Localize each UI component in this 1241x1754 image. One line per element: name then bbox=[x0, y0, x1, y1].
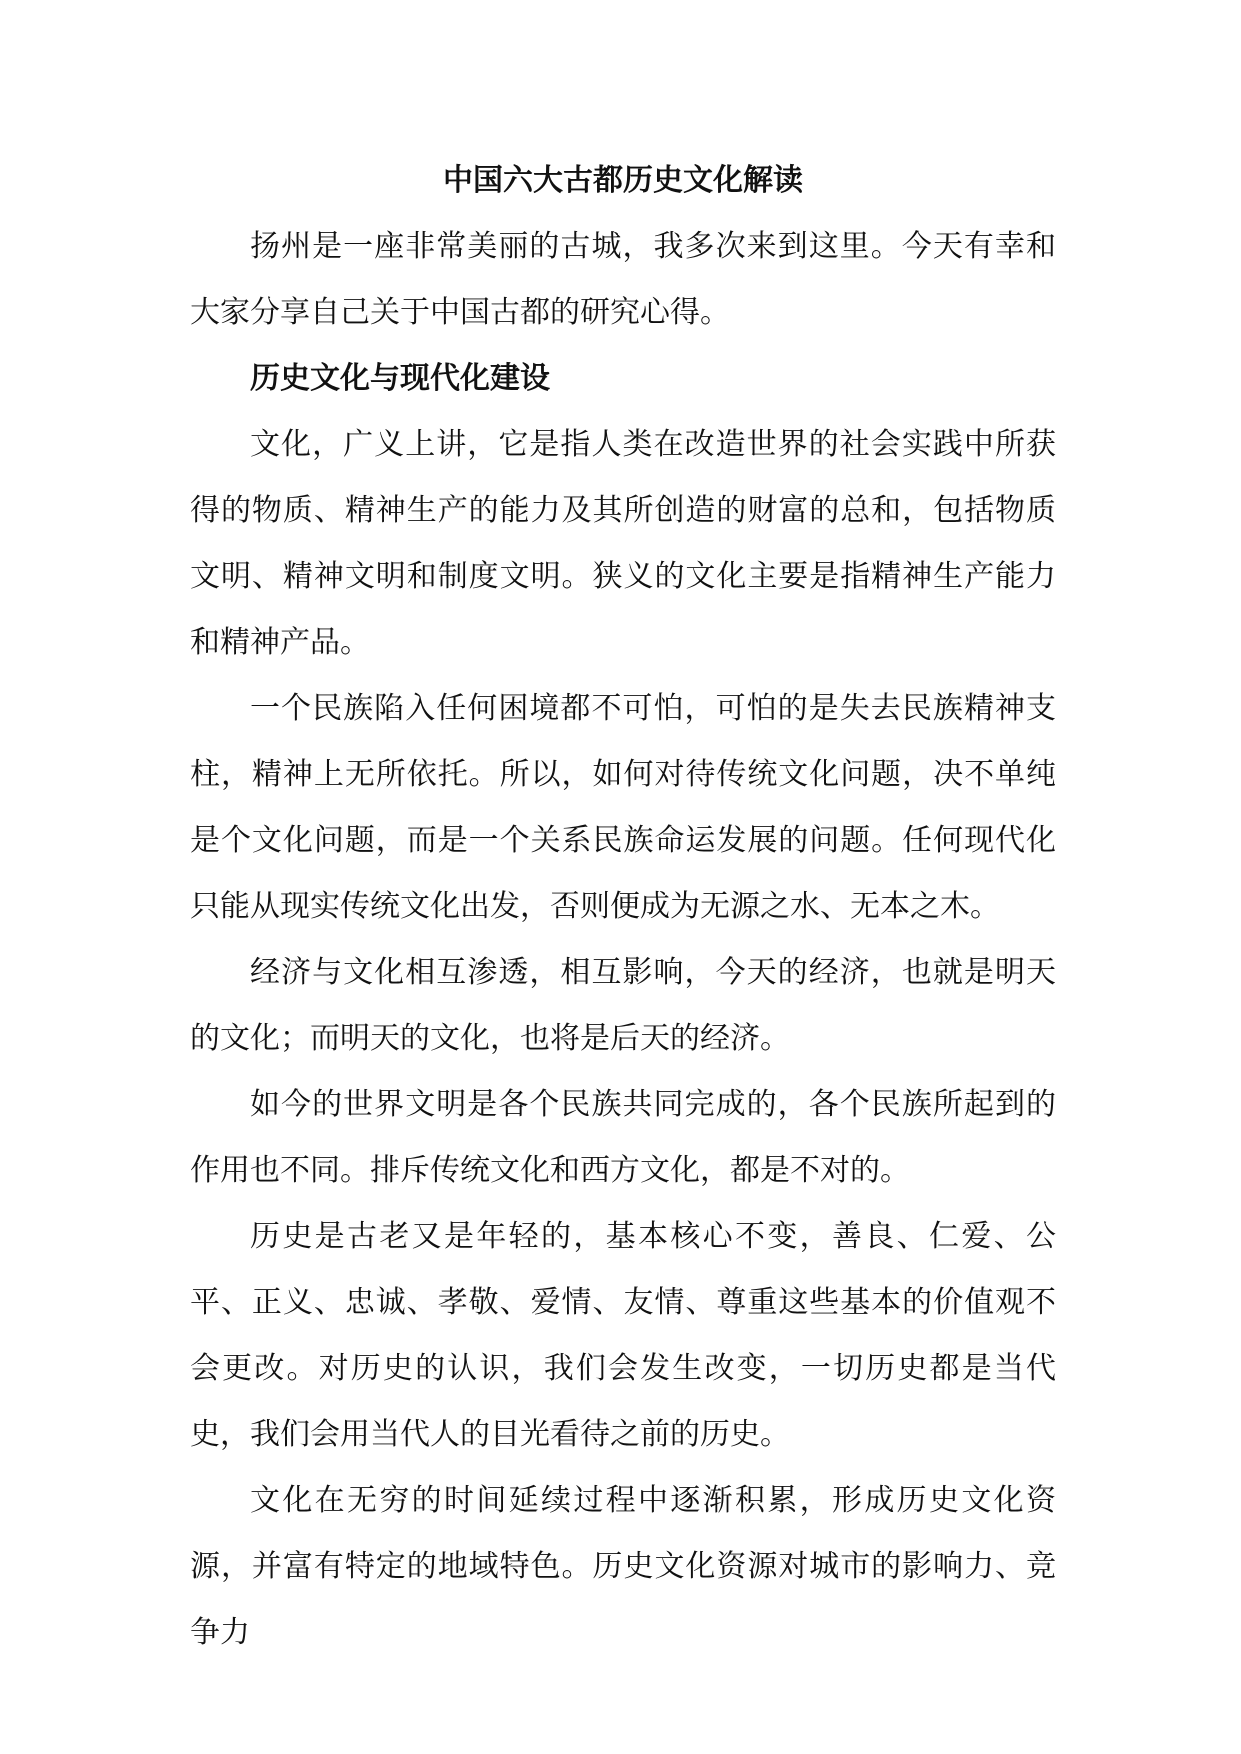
section-heading: 历史文化与现代化建设 bbox=[250, 361, 550, 396]
body-paragraph-world-civilization: 如今的世界文明是各个民族共同完成的，各个民族所起到的作用也不同。排斥传统文化和西方文化，都是不对的。 bbox=[190, 1087, 1056, 1188]
body-paragraph-culture-definition: 文化，广义上讲，它是指人类在改造世界的社会实践中所获得的物质、精神生产的能力及其所创造的财富的总和，包括物质文明、精神文明和制度文明。狭义的文化主要是指精神生产能力和精神产品。 bbox=[190, 427, 1056, 660]
body-paragraph-economy-culture: 经济与文化相互渗透，相互影响，今天的经济，也就是明天的文化；而明天的文化，也将是后天的经济。 bbox=[190, 955, 1056, 1056]
intro-paragraph: 扬州是一座非常美丽的古城，我多次来到这里。今天有幸和大家分享自己关于中国古都的研究心得。 bbox=[190, 229, 1056, 330]
body-paragraph-national-spirit: 一个民族陷入任何困境都不可怕，可怕的是失去民族精神支柱，精神上无所依托。所以，如何对待传统文化问题，决不单纯是个文化问题，而是一个关系民族命运发展的问题。任何现代化只能从现实传统文化出发，否则便成为无源之水、无本之木。 bbox=[190, 691, 1056, 924]
body-paragraph-history-values: 历史是古老又是年轻的，基本核心不变，善良、仁爱、公平、正义、忠诚、孝敬、爱情、友情、尊重这些基本的价值观不会更改。对历史的认识，我们会发生改变，一切历史都是当代史，我们会用当代人的目光看待之前的历史。 bbox=[190, 1219, 1056, 1452]
document-page bbox=[190, 148, 1056, 1666]
document-title: 中国六大古都历史文化解读 bbox=[443, 163, 803, 198]
body-paragraph-cultural-resources: 文化在无穷的时间延续过程中逐渐积累，形成历史文化资源，并富有特定的地域特色。历史文化资源对城市的影响力、竞争力 bbox=[190, 1483, 1056, 1650]
